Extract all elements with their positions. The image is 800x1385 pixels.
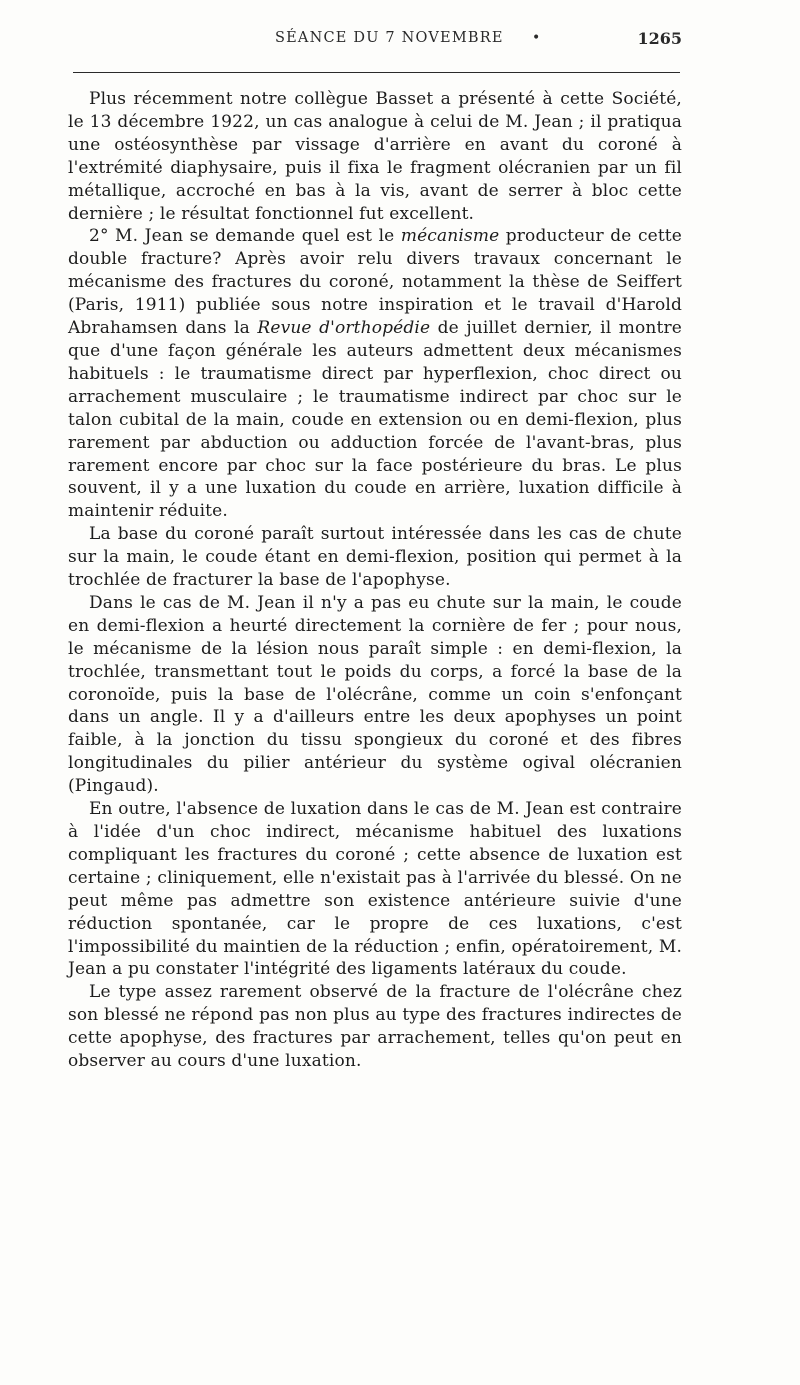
paragraph-basset-case: Plus récemment notre collègue Basset a présenté à cette Société, le 13 décembre 1922, un cas analogue à celui de M. Jean ; il pratiqua une ostéosynthèse par vissage d'arrière en avant du coroné à l'extrémité diaphysaire, puis il fixa le fragment olécranien par un fil métallique, accroché en bas à la vis, avant de serrer à bloc cette dernière ; le résultat fonctionnel fut excellent. xyxy=(68,89,682,224)
paragraph-mechanism-part-2: producteur de cette double fracture? Après avoir relu divers travaux concernant le mécanisme des fractures du coroné, notamment la thèse de Seiffert (Paris, 1911) publiée sous notre inspiration et le travail d'Harold Abrahamsen dans la xyxy=(68,226,682,339)
running-header xyxy=(70,30,680,56)
italic-term-mecanisme: mécanisme xyxy=(400,226,500,247)
paragraph-jean-case: Dans le cas de M. Jean il n'y a pas eu chute sur la main, le coude en demi-flexion a heurté directement la cornière de fer ; pour nous, le mécanisme de la lésion nous paraît simple : en demi-flexion, la trochlée, transmettant tout le poids du corps, a forcé la base de la coronoïde, puis la base de l'olécrâne, comme un coin s'enfonçant dans un angle. Il y a d'ailleurs entre les deux apophyses un point faible, à la jonction du tissu spongieux du coroné et des fibres longitudinales du pilier antérieur du système ogival olécranien (Pingaud). xyxy=(68,592,682,797)
paragraph-base-coronoid: La base du coroné paraît surtout intéressée dans les cas de chute sur la main, le coude étant en demi-flexion, position qui permet à la trochlée de fracturer la base de l'apophyse. xyxy=(68,524,682,591)
header-separator: • xyxy=(532,30,541,46)
paragraph-mechanism-part-1: 2° M. Jean se demande quel est le xyxy=(89,226,401,247)
paragraph-mechanism-part-3: de juillet dernier, il montre que d'une façon générale les auteurs admettent deux mécanismes habituels : le traumatisme direct par hyperflexion, choc direct ou arrachement musculaire ; le traumatisme indirect par choc sur le talon cubital de la main, coude en extension ou en demi-flexion, plus rarement par abduction ou adduction forcée de l'avant-bras, plus rarement encore par choc sur la face postérieure du bras. Le plus souvent, il y a une luxation du coude en arrière, luxation difficile à maintenir réduite. xyxy=(68,318,682,522)
running-header-title: SÉANCE DU 7 NOVEMBRE xyxy=(275,30,504,46)
paragraph-mechanism xyxy=(68,225,682,523)
paragraph-olecranon-type: Le type assez rarement observé de la fracture de l'olécrâne chez son blessé ne répond pas non plus au type des fractures indirectes de cette apophyse, des fractures par arrachement, telles qu'on peut en observer au cours d'une luxation. xyxy=(68,982,682,1072)
paragraph-absence-luxation: En outre, l'absence de luxation dans le cas de M. Jean est contraire à l'idée d'un choc indirect, mécanisme habituel des luxations compliquant les fractures du coroné ; cette absence de luxation est certaine ; cliniquement, elle n'existait pas à l'arrivée du blessé. On ne peut même pas admettre son existence antérieure suivie d'une réduction spontanée, car le propre de ces luxations, c'est l'impossibilité du maintien de la réduction ; enfin, opératoirement, M. Jean a pu constater l'intégrité des ligaments latéraux du coude. xyxy=(68,799,682,980)
header-rule xyxy=(73,72,680,73)
italic-journal-title: Revue d'orthopédie xyxy=(257,318,431,339)
page-number: 1265 xyxy=(637,29,682,48)
body-text xyxy=(68,88,682,1073)
